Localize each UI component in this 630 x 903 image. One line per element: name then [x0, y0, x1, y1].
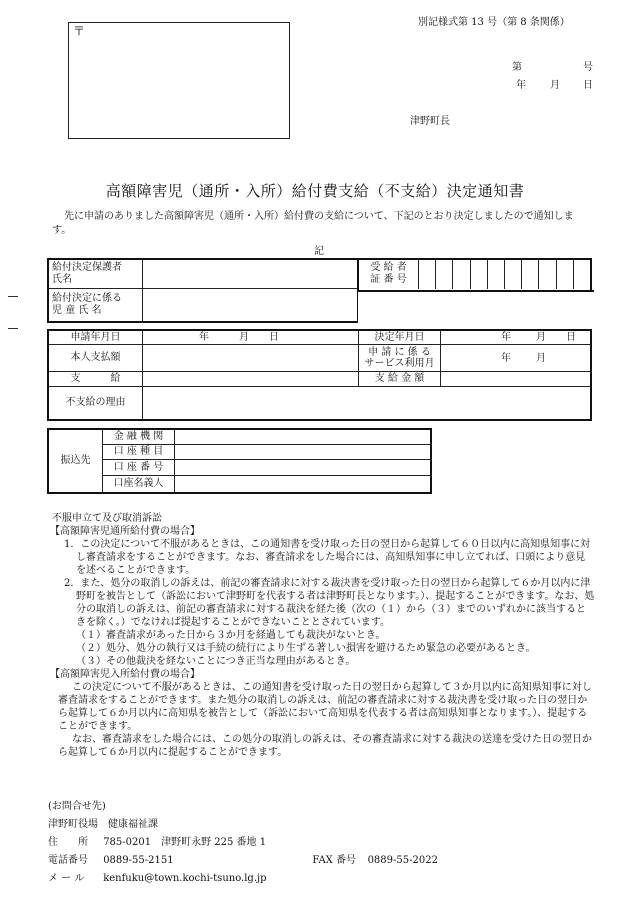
bank-section-label: 振込先 — [49, 430, 103, 492]
address-box — [68, 22, 290, 139]
side-dash — [8, 328, 18, 329]
address-value: 785-0201 津野町永野 225 番地 1 — [103, 837, 267, 848]
notes-para1: この決定について不服があるときは、この通知書を受け取った日の翌日から起算して３か月以内に高知県知事に対し審査請求をすることができます。また処分の取消しの訴えは、前記の審査請求に対する裁決書を受け取った日の翌日から起算して６か月以内に高知県を被告として（訴訟において高知県を代表する者は高知県知事となります。）、提起することができます。 — [58, 682, 592, 732]
self-pay-value — [143, 345, 359, 372]
number-cell — [453, 260, 470, 289]
side-dash — [8, 296, 18, 297]
notes-sub1: 【高額障害児通所給付費の場合】 — [50, 526, 200, 537]
bank-name-value — [175, 430, 430, 445]
date-month: 月 — [550, 80, 560, 91]
notes-item2: 2．また、処分の取消しの訴えは、前記の審査請求に対する裁決書を受け取った日の翌日から起算して６か月以内に津野町を被告として（訴訟において津野町を代表する者は津野町長となります。）、提起することができます。なお、処分の取消しの訴えは、前記の審査請求に対する裁決を経た後（次の（１）から（３）までのいずれかに該当するときを除く。）でなければ提起することができないこととされています。 — [64, 578, 595, 628]
recipient-number-label: 受 給 者 証 番 号 — [359, 260, 419, 289]
number-cell — [471, 260, 488, 289]
refusal-reason-value — [143, 387, 590, 419]
ki-mark: 記 — [314, 246, 324, 257]
service-month-value — [441, 345, 590, 372]
account-type-value — [175, 445, 430, 460]
notes-subitem: （３）その他裁決を経ないことにつき正当な理由があるとき。 — [76, 656, 356, 667]
number-cell — [539, 260, 556, 289]
decision-date-value — [441, 331, 590, 345]
fax-label: FAX 番号 — [312, 855, 356, 866]
number-cell — [505, 260, 522, 289]
bank-name-label: 金 融 機 関 — [103, 430, 175, 445]
date-year: 年 — [516, 80, 526, 91]
contact-office: 津野町役場 健康福祉課 — [48, 819, 158, 830]
payment-label: 支 給 — [49, 372, 143, 387]
guardian-name-value — [143, 260, 359, 289]
number-dai: 第 — [512, 62, 522, 73]
notes-subitem: （１）審査請求があった日から３か月を経過しても裁決がないとき。 — [76, 630, 386, 641]
fax-value: 0889-55-2022 — [367, 855, 438, 866]
dec-year: 年 — [501, 332, 511, 343]
email-value[interactable]: kenfuku@town.kochi-tsuno.lg.jp — [103, 873, 267, 884]
number-go: 号 — [583, 62, 593, 73]
phone-label: 電話番号 — [48, 855, 88, 866]
email-label: メ ー ル — [48, 873, 85, 884]
appeal-notes — [50, 512, 595, 759]
payment-amount-label: 支 給 金 額 — [359, 372, 441, 387]
app-month: 月 — [239, 332, 249, 343]
number-cell — [574, 260, 590, 289]
application-date-value — [143, 331, 359, 345]
notes-heading: 不服申立て及び取消訴訟 — [52, 513, 162, 524]
number-cell — [436, 260, 453, 289]
app-day: 日 — [269, 332, 279, 343]
payment-amount-value — [441, 372, 590, 387]
phone-value: 0889-55-2151 — [103, 855, 174, 866]
number-cell — [488, 260, 505, 289]
application-date-label: 申請年月日 — [49, 331, 143, 345]
self-pay-label: 本人支払額 — [49, 345, 143, 372]
child-name-value — [143, 289, 359, 321]
dec-month: 月 — [536, 332, 546, 343]
dec-day: 日 — [566, 332, 576, 343]
service-month-label: 申 請 に 係 る サービス利用月 — [359, 345, 441, 372]
form-number: 別記様式第 13 号（第 8 条関係） — [418, 17, 570, 28]
svc-year: 年 — [501, 353, 511, 364]
account-holder-label: 口座名義人 — [103, 476, 175, 492]
number-cell — [557, 260, 574, 289]
issuer: 津野町長 — [410, 116, 450, 127]
svc-month: 月 — [536, 353, 546, 364]
postal-mark: 〒 — [73, 24, 86, 38]
child-name-label: 給付決定に係る 児 童 氏 名 — [49, 289, 143, 321]
address-label: 住 所 — [48, 837, 88, 848]
notes-item1: 1．この決定について不服があるときは、この通知書を受け取った日の翌日から起算して６０日以内に高知県知事に対し審査請求をすることができます。なお、審査請求をした場合には、高知県知事に申し立てれば、口頭により意見を述べることができます。 — [64, 539, 591, 576]
notes-sub2: 【高額障害児入所給付費の場合】 — [50, 669, 200, 680]
intro-text: 先に申請のありました高額障害児（通所・入所）給付費の支給について、下記のとおり決定しましたので通知します。 — [52, 211, 574, 236]
date-day: 日 — [583, 80, 593, 91]
account-number-label: 口 座 番 号 — [103, 460, 175, 476]
notes-para2: なお、審査請求をした場合には、この処分の取消しの訴えは、その審査請求に対する裁決の送達を受けた日の翌日から起算して６か月以内に提起することができます。 — [58, 734, 592, 758]
contact-block — [48, 798, 438, 888]
decision-table — [47, 329, 592, 421]
bank-table — [47, 428, 432, 494]
app-year: 年 — [199, 332, 209, 343]
guardian-name-label: 給付決定保護者 氏名 — [49, 260, 143, 289]
contact-heading: (お問合せ先) — [48, 801, 106, 812]
number-cell — [522, 260, 539, 289]
account-holder-value — [175, 476, 430, 492]
notes-subitem: （２）処分、処分の執行又は手続の続行により生ずる著しい損害を避けるため緊急の必要があるとき。 — [76, 643, 536, 654]
account-type-label: 口 座 種 目 — [103, 445, 175, 460]
decision-date-label: 決定年月日 — [359, 331, 441, 345]
account-number-value — [175, 460, 430, 476]
payment-value — [143, 372, 359, 387]
recipient-number-cells — [419, 260, 590, 289]
document-title: 高額障害児（通所・入所）給付費支給（不支給）決定通知書 — [105, 182, 525, 200]
number-cell — [419, 260, 436, 289]
refusal-reason-label: 不支給の理由 — [49, 387, 143, 419]
